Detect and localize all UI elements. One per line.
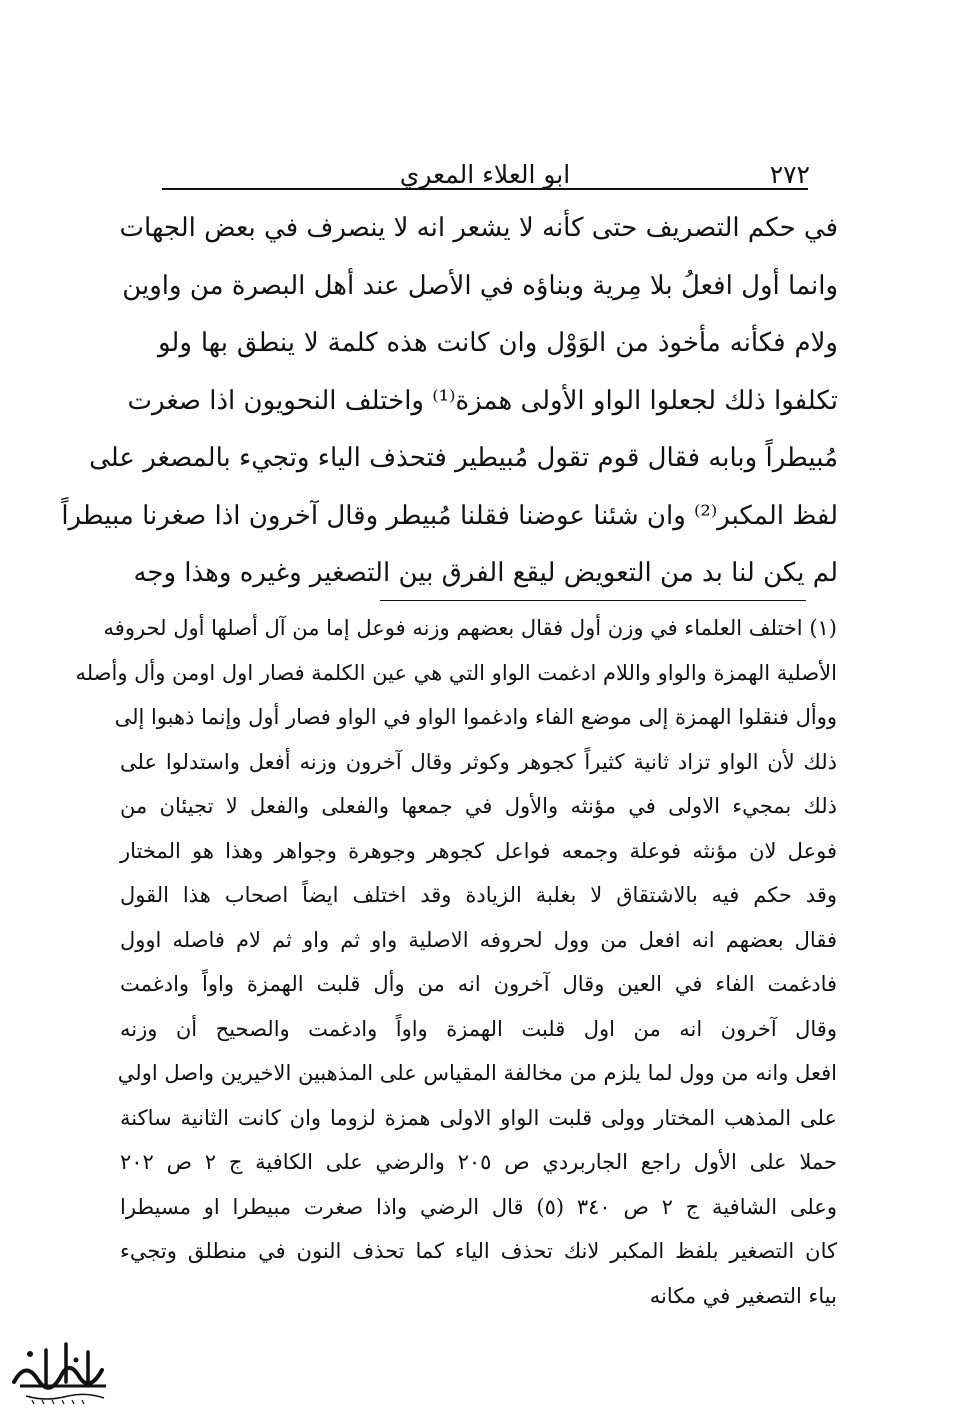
footnote-line: ذلك لأن الواو تزاد ثانية كثيراً كجوهر وكوثر وقال آخرون وزنه أفعل واستدلوا على bbox=[120, 749, 837, 774]
main-line: في حكم التصريف حتى كأنه لا يشعر انه لا ينصرف في بعض الجهات bbox=[119, 213, 838, 243]
footnote-line: وعلى الشافية ج ٢ ص ٣٤٠ (٥) قال الرضي واذا صغرت مبيطرا او مسيطرا bbox=[120, 1194, 837, 1219]
footnote-line: ذلك بمجيء الاولى في مؤنثه والأول في جمعها والفعلى والفعل لا تجيئان من bbox=[120, 794, 837, 818]
footnote-rule bbox=[380, 600, 806, 601]
main-line: لفظ المكبر⁽²⁾ وان شئنا عوضنا فقلنا مُبيطر وقال آخرون اذا صغرنا مبيطراً bbox=[61, 500, 838, 531]
header-rule bbox=[162, 188, 808, 190]
footnote-line: افعل وانه من وول لما يلزم من مخالفة المقياس على المذهبين الاخيرين واصل اولي bbox=[117, 1061, 837, 1085]
main-line: مُبيطراً وبابه فقال قوم تقول مُبيطير فتحذف الياء وتجيء بالمصغر على bbox=[89, 443, 838, 473]
main-line: ولام فكأنه مأخوذ من الوَوْل وان كانت هذه كلمة لا ينطق بها ولو bbox=[158, 328, 838, 358]
main-line: وانما أول افعلُ بلا مِرية وبناؤه في الأصل عند أهل البصرة من واوين bbox=[122, 270, 838, 301]
footnote-line: فوعل لان مؤنثه فوعلة وجمعه فواعل كجوهر وجوهرة وجواهر وهذا هو المختار bbox=[120, 838, 837, 863]
main-text bbox=[61, 200, 838, 603]
main-line: تكلفوا ذلك لجعلوا الواو الأولى همزة⁽¹⁾ واختلف النحويون اذا صغرت bbox=[127, 385, 838, 416]
footnote-line: على المذهب المختار وولى قلبت الواو الاولى همزة لزوما وان كانت الثانية ساكنة bbox=[120, 1105, 837, 1130]
calligraphy-stamp-icon bbox=[6, 1330, 116, 1410]
running-title: ابو العلاء المعري bbox=[399, 160, 571, 189]
footnote-line: وقد حكم فيه بالاشتقاق لا بغلبة الزيادة وقد اختلف ايضاً اصحاب هذا القول bbox=[120, 883, 837, 907]
footnote-line: فادغمت الفاء في العين وقال آخرون انه من وأل قلبت الهمزة واواً وادغمت bbox=[120, 972, 837, 996]
footnotes bbox=[75, 606, 837, 1318]
footnote-line: كان التصغير بلفظ المكبر لانك تحذف الياء كما تحذف النون في منطلق وتجيء bbox=[120, 1239, 837, 1263]
footnote-line: الأصلية الهمزة والواو واللام ادغمت الواو التي هي عين الكلمة فصار اول اومن وأل وأصله bbox=[75, 660, 837, 685]
library-stamp-logo bbox=[6, 1330, 116, 1410]
footnote-line: وقال آخرون انه من اول قلبت الهمزة واواً وادغمت والصحيح أن وزنه bbox=[120, 1016, 837, 1041]
footnote-line: (١) اختلف العلماء في وزن أول فقال بعضهم وزنه فوعل إما من آل أصلها أول لحروفه bbox=[103, 616, 837, 640]
main-line: لم يكن لنا بد من التعويض ليقع الفرق بين التصغير وغيره وهذا وجه bbox=[133, 558, 838, 588]
footnote-line: ووأل فنقلوا الهمزة إلى موضع الفاء وادغموا الواو في الواو فصار أول وإنما ذهبوا إلى bbox=[114, 705, 837, 729]
page-number: ٢٧٢ bbox=[769, 160, 810, 189]
footnote-line: فقال بعضهم انه افعل من وول لحروفه الاصلية واو ثم واو ثم لام فاصله اوول bbox=[120, 927, 837, 952]
footnote-line: حملا على الأول راجع الجاربردي ص ٢٠٥ والرضي على الكافية ج ٢ ص ٢٠٢ bbox=[120, 1150, 837, 1174]
footnote-line: بياء التصغير في مكانه bbox=[649, 1283, 837, 1308]
